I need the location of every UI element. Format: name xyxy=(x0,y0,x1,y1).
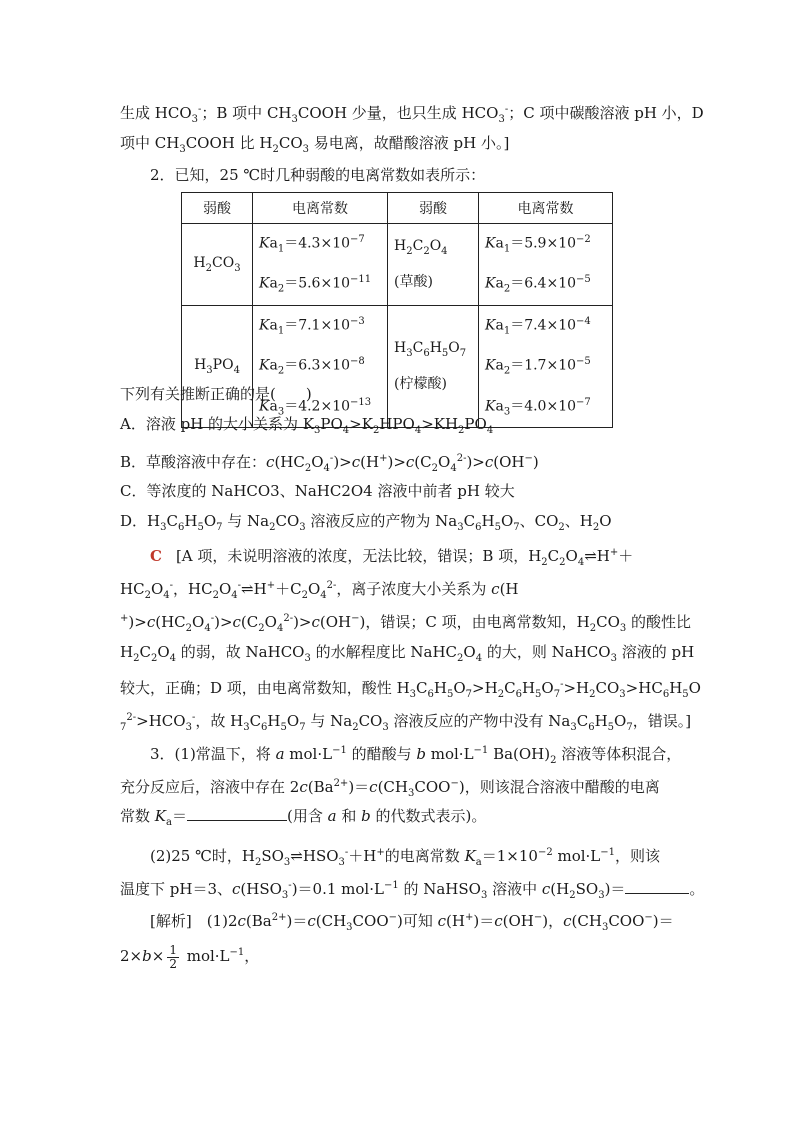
table-header-row xyxy=(182,193,613,224)
table-header-constant: 电离常数 xyxy=(479,193,613,224)
fraction-one-half: $\frac{1}{2}$ xyxy=(169,942,177,971)
analysis-line-1: [解析] $(1)2c(Ba^{2+})=c(CH_3COO^-)$可知 c(H+)＝c(OH−)，$c(CH_3COO^-)=$ xyxy=(150,912,674,933)
table-header-acid: 弱酸 xyxy=(182,193,253,224)
answer-blank[interactable] xyxy=(625,893,689,894)
table-row xyxy=(182,305,613,427)
explanation-line: 较大，正确；D 项，由电离常数知，酸性 $H_3C_6H_5O_7>H_2C_6H_5O_7^->H_2CO_3>HC_6H_5O$ xyxy=(120,679,701,700)
acid-cell: $H_2C_2O_4$ (草酸) xyxy=(388,224,479,306)
constant-cell: $Ka_1=4.3\times 10^{-7}$ $Ka_2=5.6\times 10^{-11}$ xyxy=(253,224,388,306)
table-header-acid: 弱酸 xyxy=(388,193,479,224)
explanation-line: $HC_2O_4^-$，$HC_2O_4^-\rightleftharpoons H^++C_2O_4^{2-}$，离子浓度大小关系为 c(H xyxy=(120,580,519,601)
question-3-part-1: 3．(1)常温下，将 a $mol\cdot L^{-1}$ 的醋酸与 b $mol\cdot L^{-1}$ $Ba(OH)_2$ 溶液等体积混合， xyxy=(150,745,682,766)
option-c: C．等浓度的 NaHCO3、NaHC2O4 溶液中前者 pH 较大 xyxy=(120,482,515,500)
option-d: D．$H_3C_6H_5O_7$ 与 $Na_2CO_3$ 溶液反应的产物为 $Na_3C_6H_5O_7$、$CO_2$、$H_2O$ xyxy=(120,512,612,533)
option-a: A．溶液 pH 的大小关系为 $K_3PO_4>K_2HPO_4>KH_2PO_4$ xyxy=(120,415,494,436)
constant-cell: $Ka_1=5.9\times 10^{-2}$ $Ka_2=6.4\times 10^{-5}$ xyxy=(479,224,613,306)
answer-line: C [A 项，未说明溶液的浓度，无法比较，错误；B 项，$H_2C_2O_4\rightleftharpoons H^++$ xyxy=(150,547,634,568)
explanation-line: $^+)>c(HC_2O_4^-)>c(C_2O_4^{2-})>c(OH^-)$，错误；C 项，由电离常数知，$H_2CO_3$ 的酸性比 xyxy=(120,613,692,634)
explanation-line: $H_2C_2O_4$ 的弱，故 NaHCO$_3$ 的水解程度比 $NaHC_2O_4$ 的大，则 NaHCO$_3$ 溶液的 pH xyxy=(120,643,695,664)
question-3-part-2: (2)25 ℃时，$H_2SO_3\rightleftharpoons HSO_3^-+H^+$的电离常数 $K_a=1\times 10^{-2}$ $mol\cdot L^{-1}$，则该 xyxy=(150,847,661,868)
explanation-line-2: 项中 $CH_3COOH$ 比 $H_2CO_3$ 易电离，故醋酸溶液 pH 小。] xyxy=(120,134,510,155)
explanation-line: $_7^{2-}>HCO_3^-$，故 $H_3C_6H_5O_7$ 与 $Na_2CO_3$ 溶液反应的产物中没有 $Na_3C_6H_5O_7$，错误。] xyxy=(120,712,692,733)
answer-letter: C xyxy=(150,547,162,565)
table-row xyxy=(182,224,613,306)
constant-cell: $Ka_1=7.4\times 10^{-4}$ $Ka_2=1.7\times 10^{-5}$ $Ka_3=4.0\times 10^{-7}$ xyxy=(479,305,613,427)
acid-cell: $H_3PO_4$ xyxy=(182,305,253,427)
answer-blank[interactable] xyxy=(187,820,287,821)
table-header-constant: 电离常数 xyxy=(253,193,388,224)
acid-cell: $H_2CO_3$ xyxy=(182,224,253,306)
question-3-line: 温度下 pH＝3、$c(HSO_3^-)=0.1$ $mol\cdot L^{-1}$ 的 NaHSO$_3$ 溶液中 $c(H_2SO_3)=$ 。 xyxy=(120,880,705,901)
acid-cell: $H_3C_6H_5O_7$ (柠檬酸) xyxy=(388,305,479,427)
constant-cell: $Ka_1=7.1\times 10^{-3}$ $Ka_2=6.3\times 10^{-8}$ $Ka_3=4.2\times 10^{-13}$ xyxy=(253,305,388,427)
question-3-line: 充分反应后，溶液中存在 $2c(Ba^{2+})=c(CH_3COO^-)$，则该混合溶液中醋酸的电离 xyxy=(120,778,660,799)
explanation-line-1: 生成 $HCO_3^-$；B 项中 $CH_3COOH$ 少量，也只生成 $HCO_3^-$；C 项中碳酸溶液 pH 小，D xyxy=(120,104,704,125)
analysis-line-2: 2×b× $\frac{1}{2}$ $mol\cdot L^{-1}$， xyxy=(120,942,260,971)
option-b: B．草酸溶液中存在：$c(HC_2O_4^-)>c(H^+)>c(C_2O_4^{2-})>c(OH^-)$ xyxy=(120,453,539,474)
question-3-line: 常数 $K_a=$ (用含 a 和 b 的代数式表示)。 xyxy=(120,807,487,828)
question-prompt: 下列有关推断正确的是( ) xyxy=(120,385,312,403)
question-2-stem: 2．已知，25 ℃时几种弱酸的电离常数如表所示： xyxy=(150,166,486,184)
